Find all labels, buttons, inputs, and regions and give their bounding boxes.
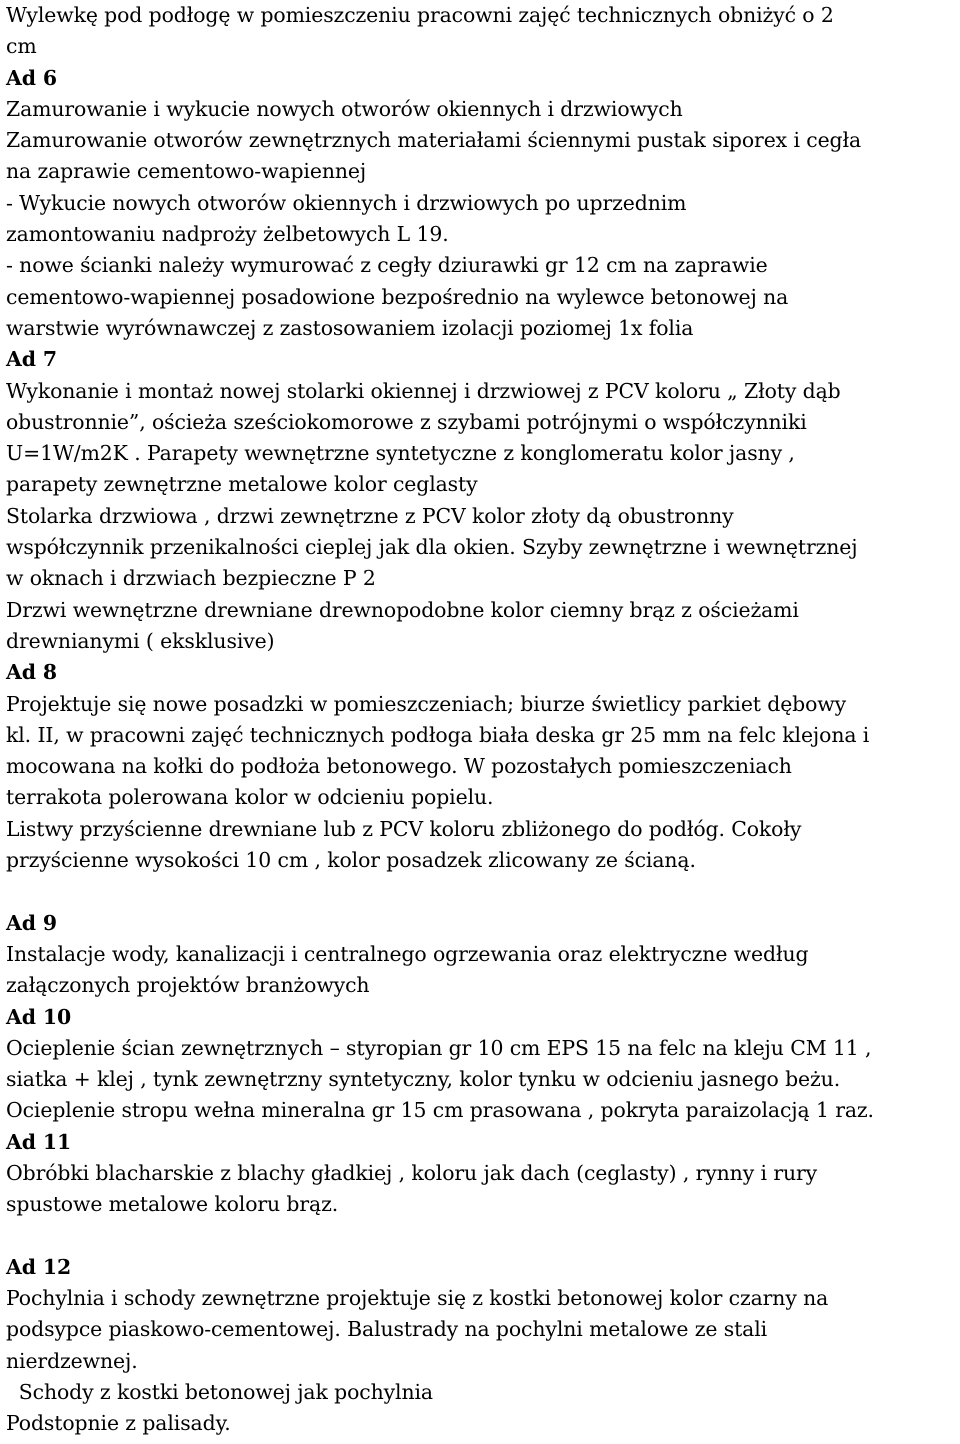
text-line: U=1W/m2K . Parapety wewnętrzne syntetyczne z konglomeratu kolor jasny , bbox=[6, 441, 795, 466]
section-heading: Ad 7 bbox=[6, 347, 57, 372]
section-heading: Ad 11 bbox=[6, 1129, 72, 1154]
text-line: zamontowaniu nadproży żelbetowych L 19. bbox=[6, 222, 449, 247]
sections-container bbox=[6, 63, 958, 1440]
text-line: Schody z kostki betonowej jak pochylnia bbox=[6, 1380, 433, 1405]
text-line: współczynnik przenikalności cieplej jak dla okien. Szyby zewnętrzne i wewnętrznej bbox=[6, 535, 858, 560]
text-line: Wykonanie i montaż nowej stolarki okiennej i drzwiowej z PCV koloru „ Złoty dąb bbox=[6, 378, 841, 403]
text-line: Drzwi wewnętrzne drewniane drewnopodobne kolor ciemny brąz z ościeżami bbox=[6, 597, 799, 622]
text-line: podsypce piaskowo-cementowej. Balustrady na pochylni metalowe ze stali bbox=[6, 1317, 768, 1342]
text-line: Listwy przyścienne drewniane lub z PCV koloru zbliżonego do podłóg. Cokoły bbox=[6, 816, 802, 841]
text-line: Zamurowanie otworów zewnętrznych materiałami ściennymi pustak siporex i cegła bbox=[6, 128, 862, 153]
text-line: nierdzewnej. bbox=[6, 1348, 138, 1373]
section-heading: Ad 10 bbox=[6, 1004, 72, 1029]
text-line: Zamurowanie i wykucie nowych otworów okiennych i drzwiowych bbox=[6, 96, 683, 121]
text-line: Stolarka drzwiowa , drzwi zewnętrzne z PCV kolor złoty dą obustronny bbox=[6, 503, 734, 528]
text-line: Pochylnia i schody zewnętrzne projektuje się z kostki betonowej kolor czarny na bbox=[6, 1286, 829, 1311]
text-line: cm bbox=[6, 34, 37, 59]
text-line: Ocieplenie stropu wełna mineralna gr 15 cm prasowana , pokryta paraizolacją 1 raz. bbox=[6, 1098, 874, 1123]
text-line: na zaprawie cementowo-wapiennej bbox=[6, 159, 367, 184]
text-line: obustronnie”, ościeża sześciokomorowe z szybami potrójnymi o współczynniki bbox=[6, 409, 807, 434]
text-line: cementowo-wapiennej posadowione bezpośrednio na wylewce betonowej na bbox=[6, 284, 789, 309]
text-line: spustowe metalowe koloru brąz. bbox=[6, 1192, 339, 1217]
section-heading: Ad 8 bbox=[6, 660, 57, 685]
text-line: Ocieplenie ścian zewnętrznych – styropian gr 10 cm EPS 15 na felc na kleju CM 11 , bbox=[6, 1035, 872, 1060]
text-line: mocowana na kołki do podłoża betonowego. W pozostałych pomieszczeniach bbox=[6, 754, 792, 779]
text-line: Instalacje wody, kanalizacji i centralnego ogrzewania oraz elektryczne według bbox=[6, 941, 809, 966]
section-heading: Ad 9 bbox=[6, 910, 57, 935]
section-heading: Ad 6 bbox=[6, 65, 57, 90]
section-ad-11 bbox=[6, 1127, 958, 1252]
text-line: kl. II, w pracowni zajęć technicznych podłoga biała deska gr 25 mm na felc klejona i bbox=[6, 722, 870, 747]
blank-line bbox=[6, 876, 958, 907]
text-line: drewnianymi ( eksklusive) bbox=[6, 628, 275, 653]
section-ad-6 bbox=[6, 63, 958, 345]
text-line: warstwie wyrównawczej z zastosowaniem izolacji poziomej 1x folia bbox=[6, 315, 694, 340]
text-line: Wylewkę pod podłogę w pomieszczeniu pracowni zajęć technicznych obniżyć o 2 bbox=[6, 3, 834, 27]
text-line: Podstopnie z palisady. bbox=[6, 1411, 231, 1436]
section-ad-8 bbox=[6, 657, 958, 907]
text-line: siatka + klej , tynk zewnętrzny syntetyczny, kolor tynku w odcieniu jasnego beżu. bbox=[6, 1067, 841, 1092]
text-line: przyścienne wysokości 10 cm , kolor posadzek zlicowany ze ścianą. bbox=[6, 848, 696, 873]
section-heading: Ad 12 bbox=[6, 1254, 72, 1279]
section-ad-12 bbox=[6, 1252, 958, 1440]
text-line: Obróbki blacharskie z blachy gładkiej , koloru jak dach (ceglasty) , rynny i rury bbox=[6, 1160, 818, 1185]
text-line: Projektuje się nowe posadzki w pomieszczeniach; biurze świetlicy parkiet dębowy bbox=[6, 691, 847, 716]
text-line: - Wykucie nowych otworów okiennych i drzwiowych po uprzednim bbox=[6, 190, 687, 215]
blank-line bbox=[6, 1221, 958, 1252]
intro-paragraph bbox=[6, 0, 958, 63]
section-ad-9 bbox=[6, 908, 958, 1002]
text-line: terrakota polerowana kolor w odcieniu popielu. bbox=[6, 785, 494, 810]
text-line: załączonych projektów branżowych bbox=[6, 973, 370, 998]
text-line: - nowe ścianki należy wymurować z cegły dziurawki gr 12 cm na zaprawie bbox=[6, 253, 768, 278]
text-line: w oknach i drzwiach bezpieczne P 2 bbox=[6, 566, 376, 591]
section-ad-7 bbox=[6, 344, 958, 657]
section-ad-10 bbox=[6, 1002, 958, 1127]
text-line: parapety zewnętrzne metalowe kolor ceglasty bbox=[6, 472, 478, 497]
